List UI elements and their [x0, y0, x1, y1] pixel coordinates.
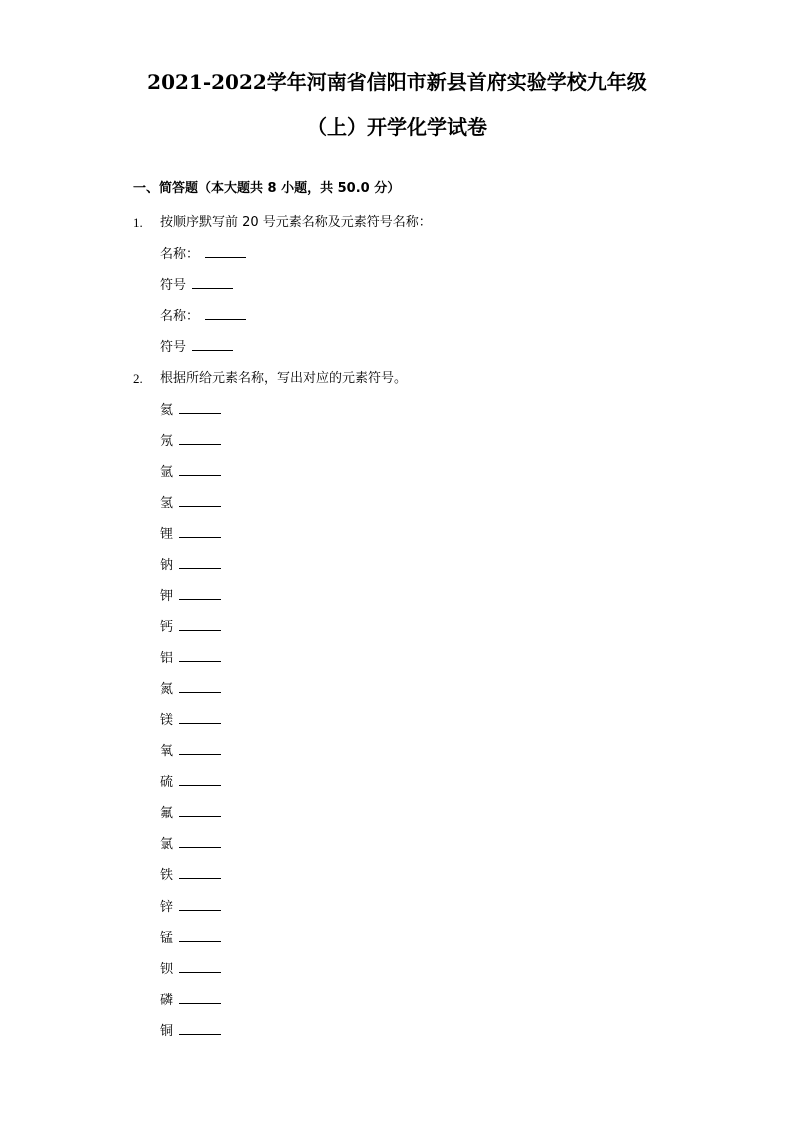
question-number: 2.: [133, 371, 143, 386]
answer-blank[interactable]: [179, 587, 221, 600]
element-name: 钾: [160, 589, 174, 604]
element-row: [160, 835, 221, 854]
element-name: 铝: [160, 651, 174, 666]
document-title-line-1: 2021-2022学年河南省信阳市新县首府实验学校九年级: [147, 70, 647, 94]
element-name: 锂: [160, 527, 174, 542]
answer-blank[interactable]: [192, 276, 233, 289]
element-row: [160, 463, 221, 482]
answer-row: [160, 307, 246, 326]
row-label: 名称：: [160, 247, 200, 262]
element-row: [160, 711, 221, 730]
answer-row: [160, 276, 233, 295]
answer-blank[interactable]: [179, 835, 221, 848]
element-name: 钙: [160, 620, 174, 635]
answer-blank[interactable]: [179, 463, 221, 476]
section-header: 一、简答题（本大题共 8 小题，共 50.0 分）: [133, 181, 401, 196]
answer-blank[interactable]: [179, 804, 221, 817]
question-text: 按顺序默写前 20 号元素名称及元素符号名称：: [160, 215, 432, 230]
element-name: 铜: [160, 1024, 174, 1039]
element-name: 镁: [160, 713, 174, 728]
answer-blank[interactable]: [179, 898, 221, 911]
answer-blank[interactable]: [179, 1022, 221, 1035]
element-row: [160, 494, 221, 513]
element-row: [160, 742, 221, 761]
answer-blank[interactable]: [179, 991, 221, 1004]
element-row: [160, 618, 221, 637]
element-row: [160, 804, 221, 823]
element-row: [160, 432, 221, 451]
document-title-line-2: （上）开学化学试卷: [307, 115, 487, 139]
element-name: 锰: [160, 931, 174, 946]
answer-blank[interactable]: [192, 338, 233, 351]
answer-row: [160, 245, 246, 264]
row-label: 符号: [160, 340, 187, 355]
element-name: 硫: [160, 775, 174, 790]
answer-blank[interactable]: [205, 307, 246, 320]
answer-blank[interactable]: [179, 960, 221, 973]
question-number: 1.: [133, 215, 143, 230]
element-row: [160, 991, 221, 1010]
row-label: 符号: [160, 278, 187, 293]
element-name: 铁: [160, 868, 174, 883]
element-name: 氦: [160, 403, 174, 418]
row-label: 名称：: [160, 309, 200, 324]
answer-blank[interactable]: [179, 742, 221, 755]
answer-blank[interactable]: [179, 618, 221, 631]
answer-blank[interactable]: [179, 866, 221, 879]
element-row: [160, 649, 221, 668]
answer-blank[interactable]: [179, 432, 221, 445]
element-name: 氢: [160, 496, 174, 511]
element-row: [160, 556, 221, 575]
element-row: [160, 929, 221, 948]
answer-blank[interactable]: [179, 525, 221, 538]
element-name: 钡: [160, 962, 174, 977]
answer-blank[interactable]: [179, 929, 221, 942]
element-row: [160, 587, 221, 606]
element-name: 氧: [160, 744, 174, 759]
question-text: 根据所给元素名称，写出对应的元素符号。: [160, 371, 408, 386]
element-name: 氯: [160, 837, 174, 852]
element-name: 氩: [160, 465, 174, 480]
element-name: 氟: [160, 806, 174, 821]
element-row: [160, 866, 221, 885]
element-name: 磷: [160, 993, 174, 1008]
answer-blank[interactable]: [179, 773, 221, 786]
element-row: [160, 1022, 221, 1041]
element-row: [160, 680, 221, 699]
element-name: 氮: [160, 682, 174, 697]
answer-blank[interactable]: [179, 401, 221, 414]
element-row: [160, 898, 221, 917]
element-name: 氖: [160, 434, 174, 449]
answer-blank[interactable]: [179, 680, 221, 693]
answer-blank[interactable]: [205, 245, 246, 258]
element-row: [160, 773, 221, 792]
element-name: 锌: [160, 900, 174, 915]
answer-blank[interactable]: [179, 711, 221, 724]
element-row: [160, 960, 221, 979]
answer-blank[interactable]: [179, 494, 221, 507]
element-row: [160, 525, 221, 544]
answer-blank[interactable]: [179, 556, 221, 569]
answer-row: [160, 338, 233, 357]
element-name: 钠: [160, 558, 174, 573]
element-row: [160, 401, 221, 420]
answer-blank[interactable]: [179, 649, 221, 662]
